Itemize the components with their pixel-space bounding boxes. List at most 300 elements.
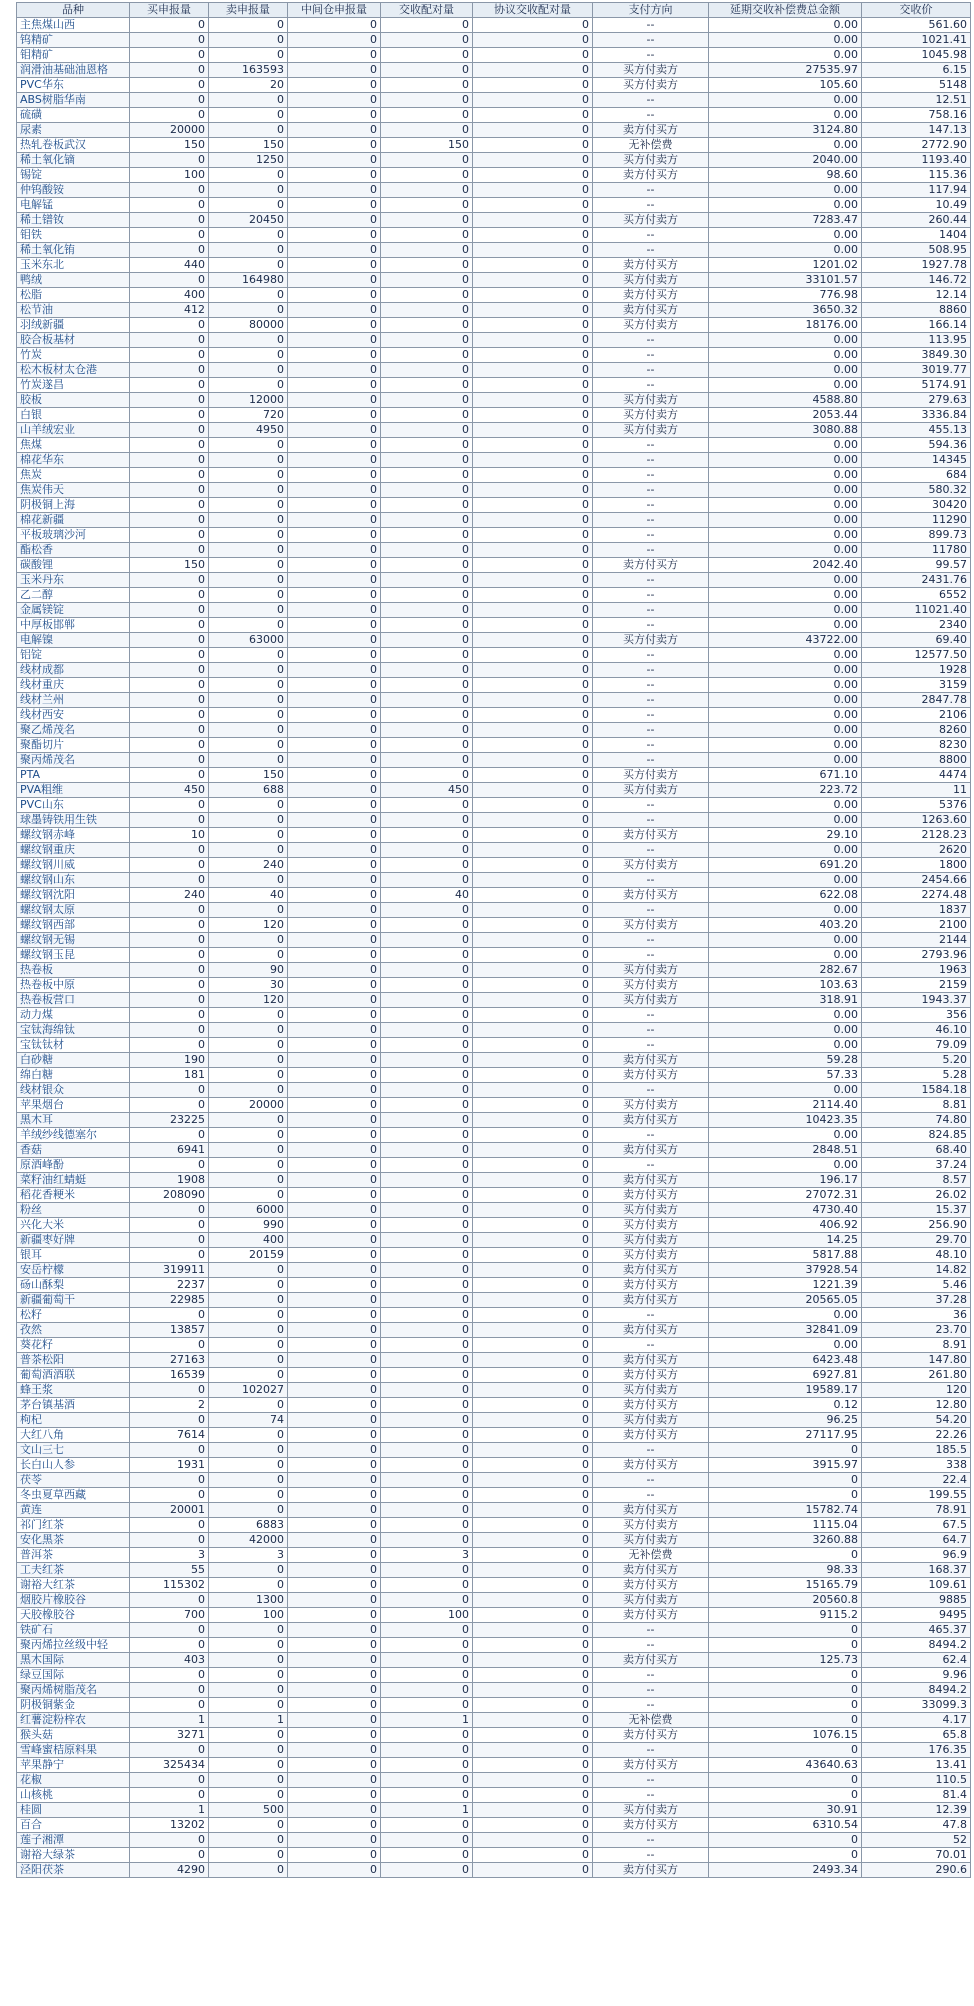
cell-buy-declared: 4290: [130, 1863, 209, 1878]
cell-delivery-matched: 0: [381, 753, 473, 768]
cell-delivery-price: 256.90: [862, 1218, 971, 1233]
cell-midwarehouse-declared: 0: [288, 543, 381, 558]
table-row: [17, 1788, 971, 1803]
cell-variety: 线材重庆: [17, 678, 130, 693]
cell-delivery-matched: 0: [381, 738, 473, 753]
cell-payment-direction: --: [593, 363, 709, 378]
cell-sell-declared: 163593: [209, 63, 288, 78]
cell-delivery-price: 110.5: [862, 1773, 971, 1788]
cell-agreement-matched: 0: [473, 768, 593, 783]
cell-midwarehouse-declared: 0: [288, 1458, 381, 1473]
cell-midwarehouse-declared: 0: [288, 1038, 381, 1053]
col-header-deferred-compensation-total: 延期交收补偿费总金额: [709, 3, 862, 18]
cell-sell-declared: 0: [209, 648, 288, 663]
table-row: [17, 603, 971, 618]
cell-delivery-matched: 0: [381, 1113, 473, 1128]
cell-variety: 黄连: [17, 1503, 130, 1518]
cell-variety: 稀土镨钕: [17, 213, 130, 228]
cell-agreement-matched: 0: [473, 378, 593, 393]
cell-midwarehouse-declared: 0: [288, 1803, 381, 1818]
col-header-payment-direction: 支付方向: [593, 3, 709, 18]
cell-agreement-matched: 0: [473, 438, 593, 453]
cell-agreement-matched: 0: [473, 213, 593, 228]
cell-payment-direction: --: [593, 528, 709, 543]
cell-sell-declared: 0: [209, 948, 288, 963]
cell-sell-declared: 0: [209, 468, 288, 483]
table-row: [17, 1548, 971, 1563]
col-header-sell-declared: 卖申报量: [209, 3, 288, 18]
cell-variety: 山羊绒宏业: [17, 423, 130, 438]
cell-delivery-price: 5.46: [862, 1278, 971, 1293]
cell-sell-declared: 74: [209, 1413, 288, 1428]
cell-midwarehouse-declared: 0: [288, 483, 381, 498]
cell-variety: PVC华东: [17, 78, 130, 93]
cell-delivery-price: 2159: [862, 978, 971, 993]
cell-delivery-matched: 0: [381, 1623, 473, 1638]
cell-sell-declared: 0: [209, 1503, 288, 1518]
cell-variety: 黑木国际: [17, 1653, 130, 1668]
cell-sell-declared: 0: [209, 723, 288, 738]
cell-payment-direction: 买方付卖方: [593, 1533, 709, 1548]
cell-delivery-price: 176.35: [862, 1743, 971, 1758]
cell-agreement-matched: 0: [473, 1413, 593, 1428]
cell-buy-declared: 0: [130, 1383, 209, 1398]
cell-buy-declared: 440: [130, 258, 209, 273]
cell-buy-declared: 0: [130, 1218, 209, 1233]
cell-sell-declared: 0: [209, 378, 288, 393]
cell-delivery-matched: 0: [381, 1008, 473, 1023]
cell-variety: 猴头菇: [17, 1728, 130, 1743]
cell-variety: 银耳: [17, 1248, 130, 1263]
cell-delivery-price: 22.4: [862, 1473, 971, 1488]
cell-sell-declared: 0: [209, 1308, 288, 1323]
cell-midwarehouse-declared: 0: [288, 1128, 381, 1143]
cell-buy-declared: 0: [130, 318, 209, 333]
cell-payment-direction: 买方付卖方: [593, 273, 709, 288]
cell-delivery-price: 15.37: [862, 1203, 971, 1218]
cell-payment-direction: --: [593, 933, 709, 948]
cell-agreement-matched: 0: [473, 828, 593, 843]
cell-sell-declared: 0: [209, 33, 288, 48]
cell-payment-direction: --: [593, 843, 709, 858]
cell-sell-declared: 80000: [209, 318, 288, 333]
table-row: [17, 1068, 971, 1083]
cell-deferred-compensation: 0: [709, 1698, 862, 1713]
cell-delivery-matched: 0: [381, 873, 473, 888]
cell-variety: 长白山人参: [17, 1458, 130, 1473]
cell-delivery-matched: 0: [381, 813, 473, 828]
table-row: [17, 1323, 971, 1338]
cell-delivery-matched: 0: [381, 858, 473, 873]
cell-deferred-compensation: 0.00: [709, 723, 862, 738]
cell-payment-direction: 卖方付买方: [593, 1323, 709, 1338]
table-row: [17, 483, 971, 498]
cell-payment-direction: 卖方付买方: [593, 1278, 709, 1293]
cell-agreement-matched: 0: [473, 1713, 593, 1728]
cell-sell-declared: 0: [209, 438, 288, 453]
table-row: [17, 78, 971, 93]
cell-sell-declared: 0: [209, 513, 288, 528]
cell-sell-declared: 0: [209, 333, 288, 348]
cell-sell-declared: 688: [209, 783, 288, 798]
cell-delivery-matched: 0: [381, 573, 473, 588]
cell-payment-direction: 卖方付买方: [593, 558, 709, 573]
table-row: [17, 1023, 971, 1038]
table-row: [17, 1083, 971, 1098]
cell-sell-declared: 20: [209, 78, 288, 93]
cell-midwarehouse-declared: 0: [288, 273, 381, 288]
cell-variety: 天胶橡胶谷: [17, 1608, 130, 1623]
cell-sell-declared: 20000: [209, 1098, 288, 1113]
cell-sell-declared: 42000: [209, 1533, 288, 1548]
cell-payment-direction: --: [593, 1488, 709, 1503]
cell-midwarehouse-declared: 0: [288, 1503, 381, 1518]
table-row: [17, 1848, 971, 1863]
cell-sell-declared: 0: [209, 558, 288, 573]
cell-delivery-price: 684: [862, 468, 971, 483]
cell-agreement-matched: 0: [473, 1188, 593, 1203]
cell-payment-direction: 卖方付买方: [593, 1563, 709, 1578]
cell-agreement-matched: 0: [473, 1788, 593, 1803]
cell-delivery-matched: 0: [381, 1503, 473, 1518]
cell-sell-declared: 0: [209, 108, 288, 123]
cell-buy-declared: 0: [130, 1668, 209, 1683]
cell-agreement-matched: 0: [473, 1458, 593, 1473]
table-row: [17, 243, 971, 258]
cell-agreement-matched: 0: [473, 618, 593, 633]
cell-buy-declared: 3: [130, 1548, 209, 1563]
cell-deferred-compensation: 6927.81: [709, 1368, 862, 1383]
cell-variety: 松木板材太仓港: [17, 363, 130, 378]
cell-deferred-compensation: 2053.44: [709, 408, 862, 423]
cell-buy-declared: 0: [130, 273, 209, 288]
cell-variety: 工夫红茶: [17, 1563, 130, 1578]
cell-buy-declared: 0: [130, 1533, 209, 1548]
cell-delivery-price: 26.02: [862, 1188, 971, 1203]
cell-delivery-matched: 0: [381, 288, 473, 303]
cell-variety: 文山三七: [17, 1443, 130, 1458]
cell-delivery-matched: 0: [381, 1488, 473, 1503]
cell-delivery-matched: 0: [381, 1068, 473, 1083]
cell-deferred-compensation: 0.00: [709, 753, 862, 768]
cell-deferred-compensation: 0.00: [709, 588, 862, 603]
cell-sell-declared: 0: [209, 483, 288, 498]
cell-payment-direction: --: [593, 873, 709, 888]
cell-variety: 葡萄酒酒联: [17, 1368, 130, 1383]
cell-variety: 绿豆国际: [17, 1668, 130, 1683]
cell-midwarehouse-declared: 0: [288, 108, 381, 123]
cell-variety: 孜然: [17, 1323, 130, 1338]
cell-sell-declared: 0: [209, 1578, 288, 1593]
cell-variety: 平板玻璃沙河: [17, 528, 130, 543]
cell-midwarehouse-declared: 0: [288, 1608, 381, 1623]
table-row: [17, 1488, 971, 1503]
cell-delivery-matched: 0: [381, 183, 473, 198]
cell-payment-direction: --: [593, 1623, 709, 1638]
cell-buy-declared: 450: [130, 783, 209, 798]
cell-payment-direction: 买方付卖方: [593, 1383, 709, 1398]
cell-deferred-compensation: 0: [709, 1833, 862, 1848]
table-row: [17, 858, 971, 873]
cell-delivery-matched: 0: [381, 978, 473, 993]
cell-buy-declared: 0: [130, 78, 209, 93]
cell-midwarehouse-declared: 0: [288, 738, 381, 753]
cell-deferred-compensation: 0.00: [709, 543, 862, 558]
cell-buy-declared: 1931: [130, 1458, 209, 1473]
table-row: [17, 378, 971, 393]
cell-deferred-compensation: 7283.47: [709, 213, 862, 228]
cell-payment-direction: 买方付卖方: [593, 1413, 709, 1428]
cell-sell-declared: 120: [209, 918, 288, 933]
table-row: [17, 588, 971, 603]
cell-sell-declared: 0: [209, 288, 288, 303]
cell-delivery-price: 115.36: [862, 168, 971, 183]
cell-variety: 香菇: [17, 1143, 130, 1158]
cell-delivery-price: 147.80: [862, 1353, 971, 1368]
cell-variety: 钼精矿: [17, 48, 130, 63]
cell-sell-declared: 0: [209, 363, 288, 378]
cell-variety: 红薯淀粉梓农: [17, 1713, 130, 1728]
cell-payment-direction: --: [593, 1668, 709, 1683]
table-row: [17, 303, 971, 318]
cell-delivery-matched: 0: [381, 633, 473, 648]
table-row: [17, 63, 971, 78]
cell-deferred-compensation: 0.00: [709, 468, 862, 483]
cell-agreement-matched: 0: [473, 783, 593, 798]
cell-midwarehouse-declared: 0: [288, 1698, 381, 1713]
cell-sell-declared: 0: [209, 1833, 288, 1848]
cell-variety: 酯松香: [17, 543, 130, 558]
cell-buy-declared: 0: [130, 498, 209, 513]
cell-variety: 聚丙烯茂名: [17, 753, 130, 768]
cell-payment-direction: 卖方付买方: [593, 1188, 709, 1203]
cell-payment-direction: --: [593, 1023, 709, 1038]
cell-payment-direction: 卖方付买方: [593, 1458, 709, 1473]
cell-midwarehouse-declared: 0: [288, 1428, 381, 1443]
cell-delivery-price: 824.85: [862, 1128, 971, 1143]
cell-payment-direction: --: [593, 1473, 709, 1488]
cell-agreement-matched: 0: [473, 1548, 593, 1563]
cell-delivery-price: 48.10: [862, 1248, 971, 1263]
cell-midwarehouse-declared: 0: [288, 948, 381, 963]
cell-midwarehouse-declared: 0: [288, 1008, 381, 1023]
cell-payment-direction: --: [593, 348, 709, 363]
cell-variety: 谢裕大红茶: [17, 1578, 130, 1593]
cell-buy-declared: 240: [130, 888, 209, 903]
table-row: [17, 828, 971, 843]
cell-delivery-price: 2100: [862, 918, 971, 933]
cell-variety: 羊绒纱线德塞尔: [17, 1128, 130, 1143]
cell-delivery-price: 69.40: [862, 633, 971, 648]
cell-delivery-matched: 0: [381, 1863, 473, 1878]
cell-agreement-matched: 0: [473, 1128, 593, 1143]
cell-variety: 主焦煤山西: [17, 18, 130, 33]
cell-buy-declared: 1: [130, 1713, 209, 1728]
cell-sell-declared: 0: [209, 603, 288, 618]
cell-payment-direction: 买方付卖方: [593, 78, 709, 93]
cell-delivery-matched: 0: [381, 1098, 473, 1113]
cell-deferred-compensation: 32841.09: [709, 1323, 862, 1338]
cell-payment-direction: 卖方付买方: [593, 1608, 709, 1623]
cell-midwarehouse-declared: 0: [288, 1398, 381, 1413]
cell-agreement-matched: 0: [473, 1593, 593, 1608]
cell-buy-declared: 6941: [130, 1143, 209, 1158]
cell-deferred-compensation: 0: [709, 1638, 862, 1653]
cell-buy-declared: 0: [130, 918, 209, 933]
table-row: [17, 813, 971, 828]
cell-payment-direction: --: [593, 903, 709, 918]
cell-variety: 仲钨酸铵: [17, 183, 130, 198]
cell-delivery-price: 10.49: [862, 198, 971, 213]
table-row: [17, 168, 971, 183]
cell-buy-declared: 0: [130, 1773, 209, 1788]
cell-sell-declared: 0: [209, 258, 288, 273]
cell-agreement-matched: 0: [473, 1143, 593, 1158]
cell-variety: 蜂王浆: [17, 1383, 130, 1398]
cell-variety: 绵白糖: [17, 1068, 130, 1083]
cell-delivery-price: 12577.50: [862, 648, 971, 663]
cell-delivery-matched: 0: [381, 348, 473, 363]
cell-deferred-compensation: 0: [709, 1683, 862, 1698]
cell-delivery-price: 1800: [862, 858, 971, 873]
cell-deferred-compensation: 27117.95: [709, 1428, 862, 1443]
cell-midwarehouse-declared: 0: [288, 1863, 381, 1878]
cell-delivery-matched: 0: [381, 438, 473, 453]
cell-delivery-matched: 0: [381, 258, 473, 273]
cell-payment-direction: --: [593, 1833, 709, 1848]
cell-deferred-compensation: 0.00: [709, 933, 862, 948]
table-row: [17, 783, 971, 798]
cell-delivery-price: 8.91: [862, 1338, 971, 1353]
cell-variety: 聚酯切片: [17, 738, 130, 753]
cell-variety: 聚丙烯拉丝级中轻: [17, 1638, 130, 1653]
cell-buy-declared: 16539: [130, 1368, 209, 1383]
cell-sell-declared: 0: [209, 183, 288, 198]
cell-payment-direction: --: [593, 738, 709, 753]
cell-agreement-matched: 0: [473, 1443, 593, 1458]
cell-midwarehouse-declared: 0: [288, 843, 381, 858]
table-row: [17, 123, 971, 138]
cell-midwarehouse-declared: 0: [288, 468, 381, 483]
cell-deferred-compensation: 0.00: [709, 708, 862, 723]
cell-agreement-matched: 0: [473, 1218, 593, 1233]
table-row: [17, 1863, 971, 1878]
cell-buy-declared: 0: [130, 1413, 209, 1428]
cell-payment-direction: 买方付卖方: [593, 783, 709, 798]
cell-agreement-matched: 0: [473, 63, 593, 78]
cell-variety: 莲子湘潭: [17, 1833, 130, 1848]
cell-variety: 普茶松阳: [17, 1353, 130, 1368]
cell-payment-direction: --: [593, 1083, 709, 1098]
cell-agreement-matched: 0: [473, 678, 593, 693]
cell-sell-declared: 0: [209, 1698, 288, 1713]
cell-payment-direction: --: [593, 228, 709, 243]
cell-delivery-matched: 0: [381, 1698, 473, 1713]
cell-delivery-price: 11290: [862, 513, 971, 528]
cell-sell-declared: 0: [209, 1338, 288, 1353]
cell-payment-direction: --: [593, 1698, 709, 1713]
cell-delivery-matched: 100: [381, 1608, 473, 1623]
cell-midwarehouse-declared: 0: [288, 1353, 381, 1368]
cell-deferred-compensation: 0: [709, 1623, 862, 1638]
cell-delivery-price: 1193.40: [862, 153, 971, 168]
cell-midwarehouse-declared: 0: [288, 348, 381, 363]
cell-deferred-compensation: 403.20: [709, 918, 862, 933]
cell-deferred-compensation: 0.00: [709, 498, 862, 513]
cell-sell-declared: 0: [209, 1473, 288, 1488]
cell-buy-declared: 0: [130, 393, 209, 408]
cell-midwarehouse-declared: 0: [288, 198, 381, 213]
table-row: [17, 183, 971, 198]
cell-payment-direction: 无补偿费: [593, 1548, 709, 1563]
cell-deferred-compensation: 3915.97: [709, 1458, 862, 1473]
cell-payment-direction: --: [593, 663, 709, 678]
cell-midwarehouse-declared: 0: [288, 498, 381, 513]
cell-buy-declared: 190: [130, 1053, 209, 1068]
cell-sell-declared: 0: [209, 348, 288, 363]
cell-sell-declared: 100: [209, 1608, 288, 1623]
cell-delivery-price: 3019.77: [862, 363, 971, 378]
cell-deferred-compensation: 0.00: [709, 363, 862, 378]
cell-buy-declared: 1908: [130, 1173, 209, 1188]
cell-delivery-matched: 0: [381, 678, 473, 693]
cell-agreement-matched: 0: [473, 153, 593, 168]
cell-delivery-price: 33099.3: [862, 1698, 971, 1713]
cell-variety: 热卷板: [17, 963, 130, 978]
table-row: [17, 1038, 971, 1053]
cell-delivery-matched: 0: [381, 1233, 473, 1248]
cell-delivery-price: 81.4: [862, 1788, 971, 1803]
cell-sell-declared: 0: [209, 1188, 288, 1203]
table-body: [17, 18, 971, 1878]
cell-delivery-price: 12.80: [862, 1398, 971, 1413]
cell-agreement-matched: 0: [473, 903, 593, 918]
cell-variety: 冬虫夏草西藏: [17, 1488, 130, 1503]
cell-agreement-matched: 0: [473, 1323, 593, 1338]
cell-delivery-matched: 150: [381, 138, 473, 153]
cell-deferred-compensation: 0.00: [709, 573, 862, 588]
cell-variety: 螺纹钢重庆: [17, 843, 130, 858]
cell-agreement-matched: 0: [473, 1533, 593, 1548]
cell-agreement-matched: 0: [473, 318, 593, 333]
cell-deferred-compensation: 2493.34: [709, 1863, 862, 1878]
cell-agreement-matched: 0: [473, 753, 593, 768]
cell-buy-declared: 10: [130, 828, 209, 843]
cell-payment-direction: --: [593, 813, 709, 828]
cell-delivery-price: 1584.18: [862, 1083, 971, 1098]
cell-delivery-matched: 0: [381, 723, 473, 738]
cell-midwarehouse-declared: 0: [288, 1383, 381, 1398]
cell-buy-declared: 0: [130, 663, 209, 678]
cell-buy-declared: 0: [130, 63, 209, 78]
cell-variety: 阴极铜紫金: [17, 1698, 130, 1713]
cell-agreement-matched: 0: [473, 1098, 593, 1113]
table-row: [17, 1368, 971, 1383]
table-row: [17, 1353, 971, 1368]
cell-variety: 动力煤: [17, 1008, 130, 1023]
cell-delivery-price: 465.37: [862, 1623, 971, 1638]
cell-payment-direction: --: [593, 1308, 709, 1323]
cell-agreement-matched: 0: [473, 693, 593, 708]
table-row: [17, 1158, 971, 1173]
cell-buy-declared: 208090: [130, 1188, 209, 1203]
cell-deferred-compensation: 0.00: [709, 198, 862, 213]
cell-delivery-price: 1021.41: [862, 33, 971, 48]
cell-midwarehouse-declared: 0: [288, 123, 381, 138]
cell-midwarehouse-declared: 0: [288, 558, 381, 573]
cell-agreement-matched: 0: [473, 543, 593, 558]
cell-sell-declared: 20159: [209, 1248, 288, 1263]
